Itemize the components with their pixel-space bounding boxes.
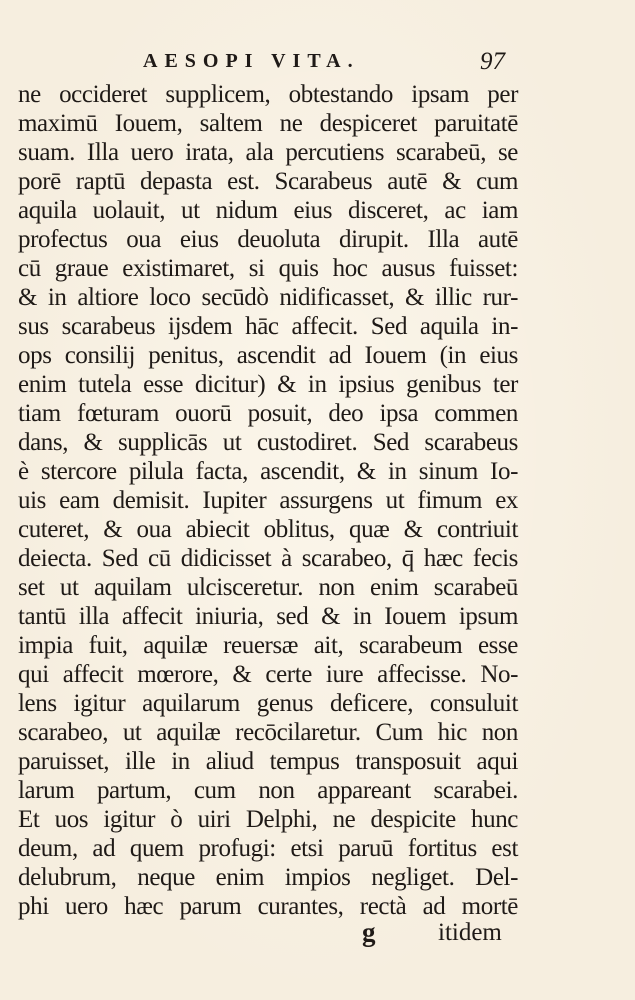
page-footer [0, 917, 635, 951]
text-line: & in altiore loco secūdò nidificasset, & illic rur- [18, 284, 518, 311]
text-line: impia fuit, aquilæ reuersæ ait, scarabeum esse [18, 632, 518, 659]
text-line: cuteret, & oua abiecit oblitus, quæ & contriuit [18, 516, 518, 543]
text-line: lens igitur aquilarum genus deficere, consuluit [18, 690, 518, 717]
running-head: AESOPI VITA. [143, 50, 360, 72]
text-line: maximū Iouem, saltem ne despiceret paruitatē [18, 110, 518, 137]
text-line: tiam fœturam ouorū posuit, deo ipsa commen [18, 400, 518, 427]
text-line: delubrum, neque enim impios negliget. Del- [18, 864, 518, 891]
text-line: deiecta. Sed cū didicisset à scarabeo, q̄ hæc fecis [18, 545, 518, 572]
text-line: deum, ad quem profugi: etsi paruū fortitus est [18, 835, 518, 862]
text-line: cū graue existimaret, si quis hoc ausus fuisset: [18, 255, 518, 282]
signature-mark: g [362, 917, 376, 947]
text-line: tantū illa affecit iniuria, sed & in Iouem ipsum [18, 603, 518, 630]
body-text [18, 80, 518, 921]
text-line: uis eam demisit. Iupiter assurgens ut fimum ex [18, 487, 518, 514]
text-line: profectus oua eius deuoluta dirupit. Illa autē [18, 226, 518, 253]
text-line: paruisset, ille in aliud tempus transposuit aqui [18, 748, 518, 775]
page-header [0, 46, 635, 80]
text-line: phi uero hæc parum curantes, rectà ad mortē [18, 893, 518, 920]
text-line: qui affecit mœrore, & certe iure affecisse. No- [18, 661, 518, 688]
catchword: itidem [438, 919, 502, 946]
text-line: è stercore pilula facta, ascendit, & in sinum Io- [18, 458, 518, 485]
text-line: enim tutela esse dicitur) & in ipsius genibus ter [18, 371, 518, 398]
text-line: larum partum, cum non appareant scarabei. [18, 777, 518, 804]
text-line: ops consilij penitus, ascendit ad Iouem (in eius [18, 342, 518, 369]
text-line: suam. Illa uero irata, ala percutiens scarabeū, se [18, 139, 518, 166]
text-line: sus scarabeus ijsdem hāc affecit. Sed aquila in- [18, 313, 518, 340]
text-line: ne occideret supplicem, obtestando ipsam per [18, 81, 518, 108]
page-number: 97 [480, 48, 505, 75]
text-line: set ut aquilam ulcisceretur. non enim scarabeū [18, 574, 518, 601]
text-line: aquila uolauit, ut nidum eius disceret, ac iam [18, 197, 518, 224]
text-line: porē raptū depasta est. Scarabeus autē & cum [18, 168, 518, 195]
text-line: dans, & supplicās ut custodiret. Sed scarabeus [18, 429, 518, 456]
text-line: Et uos igitur ò uiri Delphi, ne despicite hunc [18, 806, 518, 833]
text-line: scarabeo, ut aquilæ recōcilaretur. Cum hic non [18, 719, 518, 746]
